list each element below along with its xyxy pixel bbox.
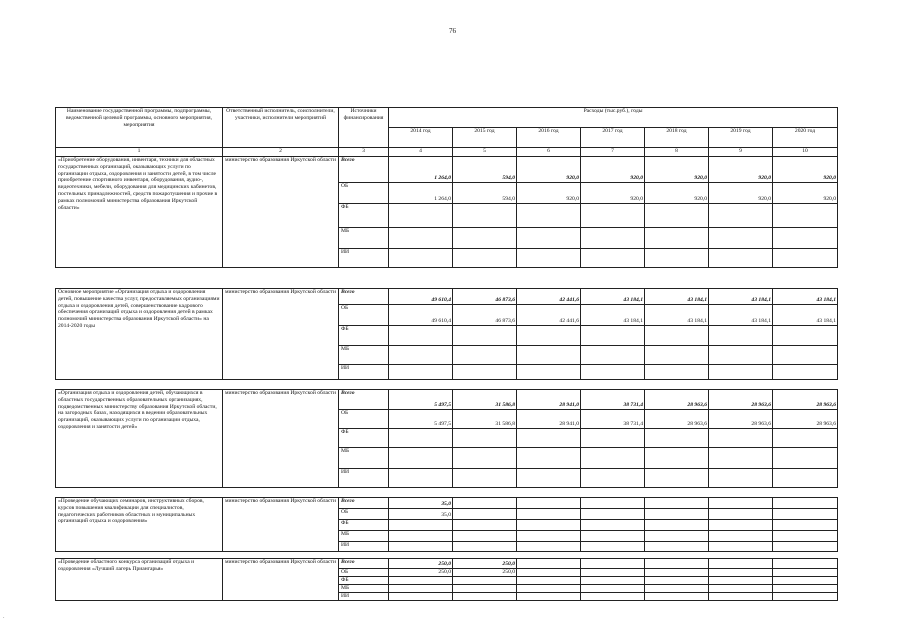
expense-cell — [773, 228, 838, 249]
funding-source-fb: ФБ — [339, 577, 389, 585]
expense-cell — [581, 326, 645, 346]
expense-cell: 5 497,5 — [389, 410, 453, 429]
expense-cell — [645, 448, 709, 469]
expense-cell — [517, 509, 581, 520]
expense-cell — [645, 326, 709, 346]
header-row — [56, 108, 838, 128]
funding-source-mb: МБ — [339, 346, 389, 365]
expense-cell — [389, 531, 453, 542]
header-year: 2019 год — [709, 128, 773, 148]
expense-cell — [517, 577, 581, 585]
column-number: 2 — [223, 148, 339, 157]
expense-cell — [581, 531, 645, 542]
expense-cell: 28 963,6 — [709, 410, 773, 429]
expense-cell — [517, 469, 581, 488]
expense-cell — [453, 326, 517, 346]
expense-cell — [709, 228, 773, 249]
expense-cell — [581, 365, 645, 380]
expense-cell — [645, 365, 709, 380]
expense-cell — [581, 569, 645, 577]
header-year: 2017 год — [581, 128, 645, 148]
funding-source-fb: ФБ — [339, 204, 389, 228]
funding-source-ob: ОБ — [339, 569, 389, 577]
expense-cell — [645, 249, 709, 268]
activity-name: Основное мероприятие «Организация отдыха и оздоровления детей, повышение качества услуг, предоставляемых организациями отдыха и оздоровления детей, совершенствование кадрового обеспечения организаций отдыха и оздоровления детей в рамках полномочий министерства образования Иркутской области» на 2014-2020 годы — [56, 289, 223, 380]
expense-cell: 43 184,1 — [645, 305, 709, 326]
expense-cell: 43 184,1 — [645, 289, 709, 305]
funding-source-mb: МБ — [339, 585, 389, 593]
expense-cell — [581, 249, 645, 268]
expense-cell — [645, 228, 709, 249]
expense-cell: 43 184,1 — [709, 289, 773, 305]
expense-cell: 42 441,6 — [517, 305, 581, 326]
expense-cell: 920,0 — [581, 183, 645, 204]
expense-cell — [581, 585, 645, 593]
expense-cell — [581, 577, 645, 585]
column-number: 6 — [517, 148, 581, 157]
expense-cell — [773, 585, 838, 593]
expense-cell — [709, 326, 773, 346]
expense-cell: 31 586,8 — [453, 390, 517, 410]
header-year: 2020 год — [773, 128, 838, 148]
expense-cell — [773, 509, 838, 520]
expense-cell — [773, 249, 838, 268]
expense-cell — [517, 448, 581, 469]
expense-cell — [645, 542, 709, 552]
expense-cell — [581, 346, 645, 365]
spacer-cell — [56, 552, 838, 559]
expense-cell — [773, 569, 838, 577]
expense-cell — [389, 346, 453, 365]
expense-cell: 31 586,8 — [453, 410, 517, 429]
expense-cell: 43 184,1 — [773, 305, 838, 326]
expense-cell — [773, 448, 838, 469]
expense-cell — [645, 531, 709, 542]
expense-cell — [645, 585, 709, 593]
expense-cell: 920,0 — [773, 157, 838, 183]
expense-cell: 250,0 — [389, 559, 453, 569]
expense-cell — [773, 469, 838, 488]
expense-cell — [389, 228, 453, 249]
expense-cell — [645, 520, 709, 531]
expense-cell — [453, 429, 517, 448]
header-source: Источники финансирования — [339, 108, 389, 148]
expense-cell — [645, 593, 709, 601]
column-number: 1 — [56, 148, 223, 157]
responsible-executor: министерство образования Иркутской области — [223, 498, 339, 552]
expense-cell — [645, 204, 709, 228]
expense-cell — [709, 346, 773, 365]
expense-cell — [581, 593, 645, 601]
expense-cell: 28 963,6 — [645, 410, 709, 429]
expense-cell — [453, 585, 517, 593]
expense-cell — [709, 429, 773, 448]
activity-name: «Организация отдыха и оздоровления детей, обучающихся в областных государственных образовательных организациях, подведомственных министерству образования Иркутской области, на загородных базах, находящихся в ведении образовательных организаций, оказывающих услуги по организации отдыха, оздоровления и занятости детей» — [56, 390, 223, 488]
expense-cell: 46 873,6 — [453, 289, 517, 305]
expense-cell: 35,0 — [389, 498, 453, 509]
expense-cell — [645, 559, 709, 569]
expense-cell — [773, 498, 838, 509]
spacer-cell — [56, 488, 838, 498]
header-year: 2018 год — [645, 128, 709, 148]
expense-cell: 920,0 — [645, 183, 709, 204]
expense-cell — [389, 577, 453, 585]
spacer-cell — [56, 380, 838, 390]
expense-cell — [709, 577, 773, 585]
expense-cell — [773, 577, 838, 585]
activity-name: «Проведение обучающих семинаров, инструктивных сборов, курсов повышения квалификации для специалистов, педагогических работников областных и муниципальных организаций отдыха и оздоровления» — [56, 498, 223, 552]
funding-source-ob: ОБ — [339, 183, 389, 204]
expense-cell — [709, 585, 773, 593]
responsible-executor: министерство образования Иркутской области — [223, 559, 339, 601]
activity-name: «Проведение областного конкурса организаций отдыха и оздоровления «Лучший лагерь Приангарья» — [56, 559, 223, 601]
column-number: 8 — [645, 148, 709, 157]
expense-cell — [773, 593, 838, 601]
expense-cell: 920,0 — [709, 183, 773, 204]
expense-cell — [709, 531, 773, 542]
responsible-executor: министерство образования Иркутской области — [223, 289, 339, 380]
expense-cell — [709, 469, 773, 488]
funding-source-mb: МБ — [339, 448, 389, 469]
expense-cell — [773, 365, 838, 380]
margin-mark: . — [3, 614, 5, 620]
funding-source-vsego: Всего — [339, 559, 389, 569]
expense-cell: 250,0 — [389, 569, 453, 577]
expense-cell — [773, 204, 838, 228]
expense-cell — [581, 509, 645, 520]
expense-cell: 49 610,4 — [389, 289, 453, 305]
expense-cell: 920,0 — [709, 157, 773, 183]
expense-cell — [645, 346, 709, 365]
expense-cell — [389, 593, 453, 601]
expense-cell — [773, 429, 838, 448]
activity-name: «Приобретение оборудования, инвентаря, техники для областных государственных организаций, оказывающих услуги по организации отдыха, оздоровления и занятости детей, в том числе приобретение спортивного инвентаря, оборудования, аудио-, видеотехники, мебели, оборудования для медицинских кабинетов, постельных принадлежностей, средств пожаротушения и прочие в рамках полномочий министерства образования Иркутской области» — [56, 157, 223, 268]
expense-cell: 35,0 — [389, 509, 453, 520]
column-number: 5 — [453, 148, 517, 157]
expense-cell — [517, 249, 581, 268]
expense-cell — [581, 429, 645, 448]
expense-cell: 920,0 — [517, 157, 581, 183]
spacer-row — [56, 488, 838, 498]
expense-cell: 38 731,4 — [581, 410, 645, 429]
expense-cell — [517, 520, 581, 531]
column-number: 4 — [389, 148, 453, 157]
header-year: 2014 год — [389, 128, 453, 148]
funding-source-ii: ИИ — [339, 542, 389, 552]
expense-cell — [645, 569, 709, 577]
page-number: 76 — [449, 27, 456, 35]
expense-cell — [389, 365, 453, 380]
expense-cell: 28 941,0 — [517, 390, 581, 410]
expense-cell — [709, 593, 773, 601]
funding-source-ii: ИИ — [339, 365, 389, 380]
expense-cell — [453, 346, 517, 365]
expense-cell — [645, 429, 709, 448]
expense-cell — [581, 542, 645, 552]
expense-cell — [773, 542, 838, 552]
expense-cell — [517, 593, 581, 601]
expense-cell — [453, 577, 517, 585]
expense-cell — [517, 569, 581, 577]
spacer-row — [56, 380, 838, 390]
expense-cell: 920,0 — [773, 183, 838, 204]
spacer-row — [56, 268, 838, 289]
expense-cell — [581, 204, 645, 228]
expense-cell — [517, 559, 581, 569]
expense-cell — [709, 448, 773, 469]
expense-cell — [453, 365, 517, 380]
expense-cell — [453, 498, 517, 509]
expense-cell — [453, 531, 517, 542]
expense-cell — [517, 204, 581, 228]
budget-table — [55, 107, 838, 601]
expense-cell — [645, 577, 709, 585]
expense-cell — [517, 365, 581, 380]
expense-cell — [453, 249, 517, 268]
funding-source-vsego: Всего — [339, 289, 389, 305]
funding-source-fb: ФБ — [339, 520, 389, 531]
spacer-cell — [56, 268, 838, 289]
expense-cell — [581, 520, 645, 531]
expense-cell: 5 497,5 — [389, 390, 453, 410]
expense-cell — [773, 326, 838, 346]
expense-cell — [389, 326, 453, 346]
header-expenses: Расходы (тыс.руб.), годы — [389, 108, 838, 128]
expense-cell — [709, 498, 773, 509]
expense-cell — [389, 429, 453, 448]
expense-cell — [709, 204, 773, 228]
header-year: 2015 год — [453, 128, 517, 148]
expense-cell: 28 941,0 — [517, 410, 581, 429]
expense-cell: 594,0 — [453, 157, 517, 183]
table-row — [56, 559, 838, 569]
expense-cell — [645, 469, 709, 488]
expense-cell — [453, 593, 517, 601]
table-row — [56, 157, 838, 183]
expense-cell — [453, 509, 517, 520]
expense-cell: 1 264,0 — [389, 157, 453, 183]
table-row — [56, 498, 838, 509]
expense-cell — [773, 559, 838, 569]
expense-cell — [581, 498, 645, 509]
expense-cell: 920,0 — [517, 183, 581, 204]
expense-cell: 43 184,1 — [709, 305, 773, 326]
expense-cell — [709, 249, 773, 268]
expense-cell — [517, 542, 581, 552]
expense-cell: 28 963,6 — [709, 390, 773, 410]
expense-cell — [709, 542, 773, 552]
expense-cell — [709, 365, 773, 380]
expense-cell — [773, 531, 838, 542]
expense-cell — [517, 346, 581, 365]
expense-cell: 250,0 — [453, 559, 517, 569]
expense-cell — [709, 509, 773, 520]
expense-cell — [517, 531, 581, 542]
expense-cell — [645, 498, 709, 509]
header-name: Наименование государственной программы, подпрограммы, ведомственной целевой программы, основного мероприятия, мероприятия — [56, 108, 223, 148]
expense-cell: 42 441,6 — [517, 289, 581, 305]
expense-cell — [453, 469, 517, 488]
expense-cell — [773, 520, 838, 531]
funding-source-vsego: Всего — [339, 157, 389, 183]
expense-cell — [389, 204, 453, 228]
expense-cell — [389, 585, 453, 593]
expense-cell — [645, 509, 709, 520]
spacer-row — [56, 552, 838, 559]
column-number: 10 — [773, 148, 838, 157]
expense-cell: 43 184,1 — [581, 305, 645, 326]
funding-source-fb: ФБ — [339, 429, 389, 448]
expense-cell — [389, 469, 453, 488]
expense-cell: 920,0 — [581, 157, 645, 183]
expense-cell: 46 873,6 — [453, 305, 517, 326]
expense-cell — [389, 542, 453, 552]
expense-cell: 28 963,6 — [773, 410, 838, 429]
expense-cell: 49 610,4 — [389, 305, 453, 326]
funding-source-ob: ОБ — [339, 305, 389, 326]
responsible-executor: министерство образования Иркутской области — [223, 157, 339, 268]
expense-cell: 1 264,0 — [389, 183, 453, 204]
funding-source-ob: ОБ — [339, 410, 389, 429]
expense-cell — [517, 429, 581, 448]
expense-cell — [389, 448, 453, 469]
funding-source-vsego: Всего — [339, 390, 389, 410]
funding-source-fb: ФБ — [339, 326, 389, 346]
column-number: 7 — [581, 148, 645, 157]
expense-cell — [581, 559, 645, 569]
table-row — [56, 289, 838, 305]
expense-cell — [581, 448, 645, 469]
expense-cell: 43 184,1 — [773, 289, 838, 305]
expense-cell: 250,0 — [453, 569, 517, 577]
column-number-row — [56, 148, 838, 157]
expense-cell — [453, 204, 517, 228]
expense-cell: 28 963,6 — [773, 390, 838, 410]
responsible-executor: министерство образования Иркутской области — [223, 390, 339, 488]
header-responsible: Ответственный исполнитель, соисполнители, участники, исполнители мероприятий — [223, 108, 339, 148]
expense-cell — [773, 346, 838, 365]
expense-cell — [709, 569, 773, 577]
expense-cell — [517, 498, 581, 509]
expense-cell — [581, 469, 645, 488]
funding-source-ii: ИИ — [339, 249, 389, 268]
expense-cell — [517, 228, 581, 249]
expense-cell — [517, 585, 581, 593]
expense-cell — [389, 249, 453, 268]
header-year: 2016 год — [517, 128, 581, 148]
column-number: 3 — [339, 148, 389, 157]
expense-cell — [581, 228, 645, 249]
expense-cell — [453, 448, 517, 469]
funding-source-mb: МБ — [339, 228, 389, 249]
funding-source-mb: МБ — [339, 531, 389, 542]
funding-source-vsego: Всего — [339, 498, 389, 509]
expense-cell — [709, 520, 773, 531]
expense-cell — [453, 228, 517, 249]
funding-source-ii: ИИ — [339, 593, 389, 601]
column-number: 9 — [709, 148, 773, 157]
expense-cell: 43 184,1 — [581, 289, 645, 305]
expense-cell — [517, 326, 581, 346]
table-row — [56, 390, 838, 410]
expense-cell — [453, 542, 517, 552]
expense-cell: 38 731,4 — [581, 390, 645, 410]
expense-cell — [453, 520, 517, 531]
funding-source-ii: ИИ — [339, 469, 389, 488]
expense-cell: 920,0 — [645, 157, 709, 183]
funding-source-ob: ОБ — [339, 509, 389, 520]
expense-cell — [389, 520, 453, 531]
expense-cell: 594,0 — [453, 183, 517, 204]
expense-cell — [709, 559, 773, 569]
expense-cell: 28 963,6 — [645, 390, 709, 410]
